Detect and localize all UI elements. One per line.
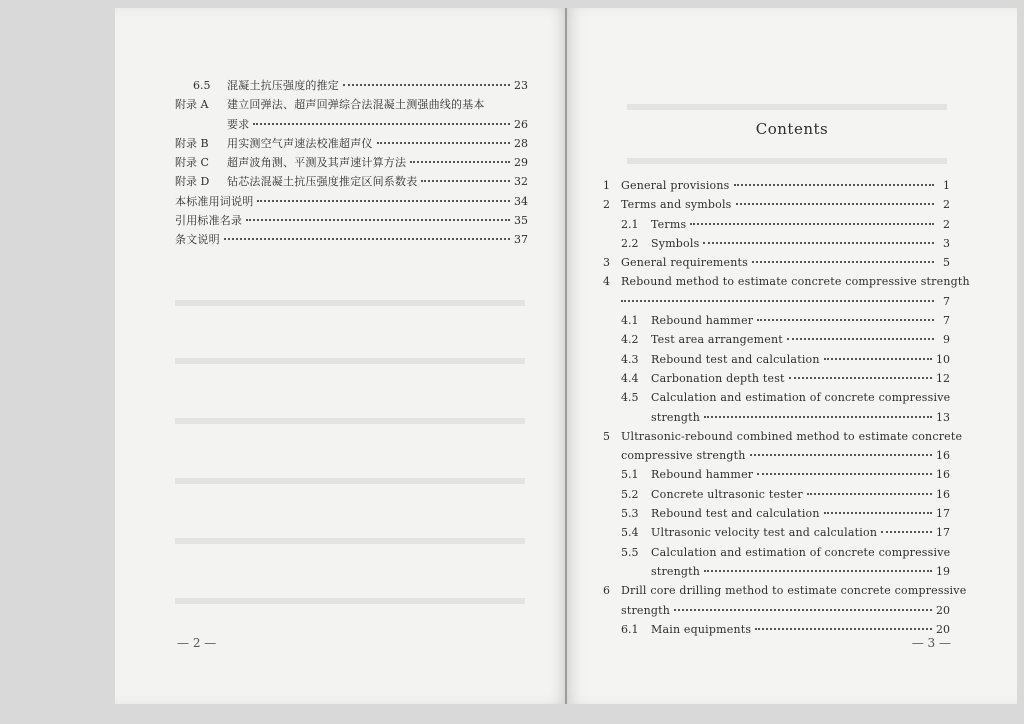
bleed-through-line xyxy=(175,418,525,424)
entry-title: Calculation and estimation of concrete compressive xyxy=(651,391,951,405)
entry-number: 5.1 xyxy=(621,468,639,482)
toc-entry xyxy=(603,620,950,639)
entry-title: compressive strength xyxy=(621,449,746,463)
toc-entry xyxy=(603,562,950,581)
leader-dots xyxy=(750,454,932,456)
page-number: — 3 — xyxy=(911,636,951,650)
entry-title: Concrete ultrasonic tester xyxy=(651,487,803,501)
entry-number: 2.1 xyxy=(621,217,639,231)
leader-dots xyxy=(377,142,510,144)
entry-title: 要求 xyxy=(227,117,250,131)
entry-page: 29 xyxy=(514,156,528,170)
bleed-through-line xyxy=(627,104,947,110)
entry-page: 13 xyxy=(936,410,950,424)
entry-title: strength xyxy=(651,410,701,424)
toc-list-english xyxy=(603,176,970,639)
bleed-through-line xyxy=(175,598,525,604)
toc-entry xyxy=(175,95,528,114)
entry-page: 32 xyxy=(514,175,528,189)
toc-entry xyxy=(603,465,950,484)
entry-number: 3 xyxy=(603,256,610,270)
leader-dots xyxy=(704,570,932,572)
entry-title: 用实测空气声速法校准超声仪 xyxy=(227,136,373,150)
entry-title: General requirements xyxy=(621,256,748,270)
leader-dots xyxy=(246,219,510,221)
entry-page: 17 xyxy=(936,526,950,540)
entry-number: 4.3 xyxy=(621,352,639,366)
toc-entry xyxy=(603,215,950,234)
toc-entry xyxy=(603,601,950,620)
leader-dots xyxy=(421,180,510,182)
leader-dots xyxy=(253,123,510,125)
entry-title: General provisions xyxy=(621,179,730,192)
entry-title: Ultrasonic-rebound combined method to estimate concrete xyxy=(621,429,963,443)
entry-page: 34 xyxy=(514,194,528,208)
toc-entry xyxy=(603,427,963,446)
entry-page: 1 xyxy=(943,179,950,192)
toc-entry xyxy=(603,272,970,291)
entry-number: 附录 B xyxy=(175,136,209,150)
entry-title: strength xyxy=(621,603,671,617)
entry-page: 2 xyxy=(943,217,950,231)
entry-title: 引用标准名录 xyxy=(175,214,243,228)
leader-dots xyxy=(224,238,510,240)
bleed-through-line xyxy=(175,358,525,364)
entry-title: 超声波角测、平测及其声速计算方法 xyxy=(227,156,407,170)
leader-dots xyxy=(824,512,932,514)
entry-title: 钻芯法混凝土抗压强度推定区间系数表 xyxy=(227,175,418,189)
entry-title: 条文说明 xyxy=(175,233,220,247)
leader-dots xyxy=(690,223,934,225)
entry-title: Main equipments xyxy=(651,622,752,636)
entry-title: 混凝土抗压强度的推定 xyxy=(227,79,339,92)
toc-entry xyxy=(603,408,950,427)
entry-title: Rebound method to estimate concrete compressive strength xyxy=(621,275,970,289)
leader-dots xyxy=(881,531,932,533)
entry-page: 7 xyxy=(943,314,950,328)
entry-page: 19 xyxy=(936,564,950,578)
leader-dots xyxy=(621,300,934,302)
entry-number: 4.5 xyxy=(621,391,639,405)
toc-entry xyxy=(603,330,950,349)
entry-number: 6.5 xyxy=(193,79,211,92)
toc-entry xyxy=(175,230,528,249)
leader-dots xyxy=(757,319,934,321)
entry-page: 16 xyxy=(936,468,950,482)
entry-title: Symbols xyxy=(651,236,700,250)
entry-title: Rebound test and calculation xyxy=(651,352,820,366)
bleed-through-line xyxy=(627,158,947,164)
entry-page: 37 xyxy=(514,233,528,247)
toc-entry xyxy=(175,76,528,95)
leader-dots xyxy=(752,261,934,263)
toc-entry xyxy=(603,446,950,465)
entry-title: Rebound test and calculation xyxy=(651,507,820,521)
leader-dots xyxy=(824,358,932,360)
toc-list-chinese xyxy=(175,76,528,250)
entry-number: 4.4 xyxy=(621,371,639,385)
toc-entry xyxy=(175,153,528,172)
entry-title: Ultrasonic velocity test and calculation xyxy=(651,526,878,540)
entry-number: 6.1 xyxy=(621,622,639,636)
bleed-through-line xyxy=(175,478,525,484)
toc-entry xyxy=(603,350,950,369)
entry-title: Test area arrangement xyxy=(651,333,783,347)
entry-title: strength xyxy=(651,564,701,578)
entry-page: 9 xyxy=(943,333,950,347)
toc-entry xyxy=(175,211,528,230)
entry-number: 附录 A xyxy=(175,98,209,112)
toc-entry xyxy=(603,195,950,214)
entry-number: 2 xyxy=(603,198,610,212)
toc-entry xyxy=(603,504,950,523)
leader-dots xyxy=(704,416,932,418)
bleed-through-line xyxy=(175,538,525,544)
entry-number: 5.3 xyxy=(621,507,639,521)
toc-entry xyxy=(603,292,950,311)
entry-title: Terms and symbols xyxy=(621,198,732,212)
entry-page: 20 xyxy=(936,622,950,636)
toc-entry xyxy=(603,311,950,330)
toc-entry xyxy=(603,543,950,562)
leader-dots xyxy=(787,338,934,340)
entry-page: 16 xyxy=(936,449,950,463)
leader-dots xyxy=(807,493,932,495)
leader-dots xyxy=(343,84,510,86)
entry-title: Calculation and estimation of concrete compressive xyxy=(651,545,951,559)
toc-entry xyxy=(175,115,528,134)
entry-title: Rebound hammer xyxy=(651,314,754,328)
entry-number: 5.5 xyxy=(621,545,639,559)
entry-page: 3 xyxy=(943,236,950,250)
toc-entry xyxy=(603,485,950,504)
bleed-through-line xyxy=(175,300,525,306)
left-page xyxy=(115,8,567,704)
entry-number: 1 xyxy=(603,179,610,192)
entry-number: 2.2 xyxy=(621,236,639,250)
leader-dots xyxy=(703,242,934,244)
entry-page: 10 xyxy=(936,352,950,366)
leader-dots xyxy=(410,161,510,163)
entry-page: 5 xyxy=(943,256,950,270)
leader-dots xyxy=(757,473,932,475)
toc-entry xyxy=(603,581,967,600)
entry-page: 2 xyxy=(943,198,950,212)
entry-page: 20 xyxy=(936,603,950,617)
leader-dots xyxy=(734,184,935,186)
entry-title: Terms xyxy=(651,217,687,231)
toc-entry xyxy=(603,176,950,195)
toc-entry xyxy=(175,192,528,211)
toc-entry xyxy=(603,388,950,407)
entry-title: 本标准用词说明 xyxy=(175,194,254,208)
entry-title: Carbonation depth test xyxy=(651,371,785,385)
toc-entry xyxy=(175,134,528,153)
entry-number: 附录 D xyxy=(175,175,210,189)
leader-dots xyxy=(789,377,932,379)
leader-dots xyxy=(736,203,934,205)
contents-heading: Contents xyxy=(755,120,829,138)
entry-page: 7 xyxy=(943,294,950,308)
entry-number: 5.2 xyxy=(621,487,639,501)
entry-number: 附录 C xyxy=(175,156,209,170)
leader-dots xyxy=(755,628,932,630)
entry-page: 28 xyxy=(514,136,528,150)
entry-page: 35 xyxy=(514,214,528,228)
entry-page: 17 xyxy=(936,507,950,521)
toc-entry xyxy=(603,234,950,253)
toc-entry xyxy=(603,253,950,272)
entry-page: 12 xyxy=(936,371,950,385)
page-number: — 2 — xyxy=(177,636,217,650)
entry-number: 6 xyxy=(603,584,610,598)
entry-number: 4.1 xyxy=(621,314,639,328)
leader-dots xyxy=(674,609,932,611)
entry-page: 16 xyxy=(936,487,950,501)
toc-entry xyxy=(175,172,528,191)
entry-title: Drill core drilling method to estimate concrete compressive xyxy=(621,584,967,598)
entry-page: 23 xyxy=(514,79,528,92)
leader-dots xyxy=(257,200,510,202)
entry-page: 26 xyxy=(514,117,528,131)
entry-title: Rebound hammer xyxy=(651,468,754,482)
right-page xyxy=(567,8,1017,704)
entry-number: 4.2 xyxy=(621,333,639,347)
toc-entry xyxy=(603,523,950,542)
entry-number: 4 xyxy=(603,275,610,289)
entry-number: 5 xyxy=(603,429,610,443)
entry-number: 5.4 xyxy=(621,526,639,540)
toc-entry xyxy=(603,369,950,388)
entry-title: 建立回弹法、超声回弹综合法混凝土测强曲线的基本 xyxy=(227,98,485,112)
